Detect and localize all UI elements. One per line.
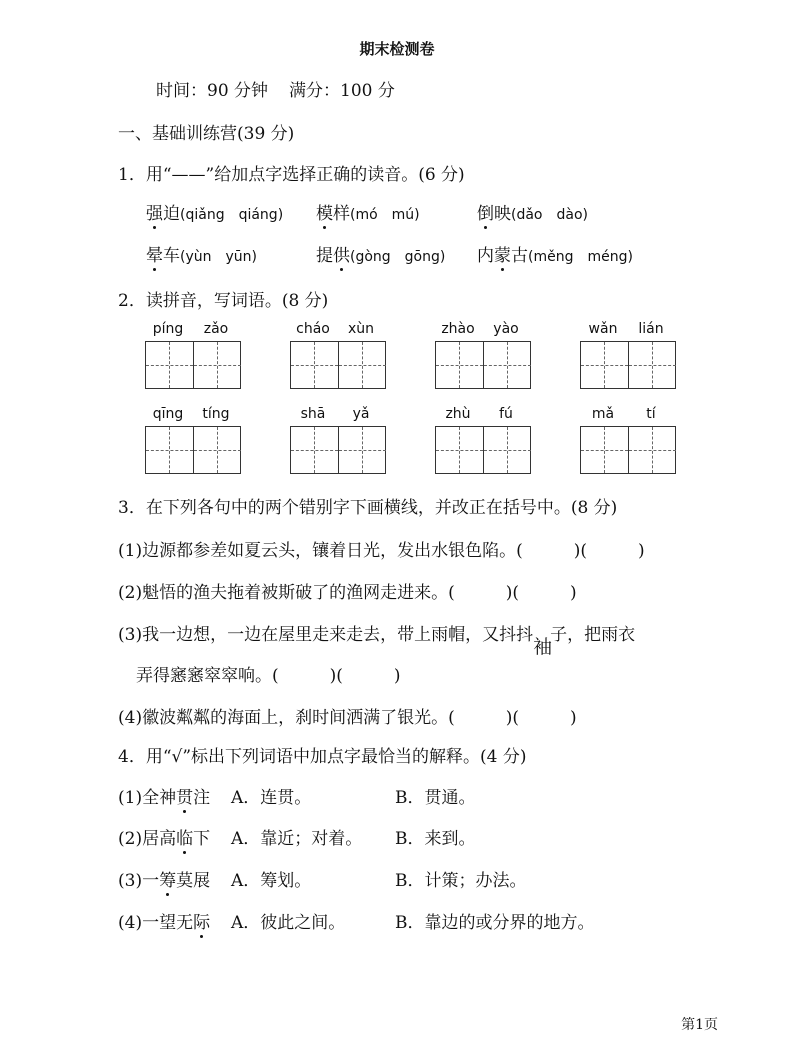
q4-option-b[interactable]: B．计策；办法。	[395, 871, 527, 891]
q1-item: 晕车(yùn yūn)	[146, 241, 257, 266]
q4-word: (4)一望无际	[118, 908, 210, 933]
pinyin-label: yǎ	[352, 406, 370, 422]
exam-time: 时间：90 分钟	[156, 81, 269, 101]
q1-item: 倒映(dǎo dào)	[477, 199, 588, 224]
pinyin-label: mǎ	[591, 406, 615, 422]
q3-sentence-cont: 弄得窸窸窣窣响。( )( )	[136, 666, 401, 686]
writing-grid[interactable]	[580, 426, 676, 474]
pinyin-label: zhù	[445, 406, 471, 422]
pinyin-label: xùn	[347, 321, 375, 337]
pinyin-label: shā	[300, 406, 326, 422]
writing-grid[interactable]	[580, 341, 676, 389]
writing-grid[interactable]	[435, 426, 531, 474]
q3-sentence: (1)边源都参差如夏云头，镶着日光，发出水银色陷。( )( )	[118, 541, 645, 561]
emphasis-dot-char: 强	[146, 199, 163, 224]
pinyin-label: fú	[499, 406, 513, 422]
pinyin-label: cháo	[296, 321, 330, 337]
writing-grid[interactable]	[290, 426, 386, 474]
q4-option-a[interactable]: A．彼此之间。	[231, 913, 346, 933]
section-heading: 一、基础训练营(39 分)	[118, 124, 295, 144]
pinyin-label: píng	[152, 321, 184, 337]
q3-sentence: (3)我一边想，一边在屋里走来走去，带上雨帽，又抖抖 袖 子，把雨衣	[118, 625, 636, 658]
emphasis-dot-char: 筹	[159, 866, 176, 891]
emphasis-dot-char: 贯	[176, 783, 193, 808]
q3-heading: 3．在下列各句中的两个错别字下画横线，并改正在括号中。(8 分)	[118, 498, 618, 518]
q4-option-b[interactable]: B．靠边的或分界的地方。	[395, 913, 595, 933]
q4-option-a[interactable]: A．靠近；对着。	[231, 829, 363, 849]
emphasis-dot-char: 倒	[477, 199, 494, 224]
q1-item: 内蒙古(měng méng)	[477, 241, 633, 266]
q1-item: 模样(mó mú)	[316, 199, 420, 224]
q4-option-a[interactable]: A．连贯。	[231, 788, 312, 808]
handwritten-char: 袖	[533, 636, 553, 658]
writing-grid[interactable]	[290, 341, 386, 389]
q3-sentence: (4)徽波粼粼的海面上，刹时间洒满了银光。( )( )	[118, 708, 577, 728]
q4-option-a[interactable]: A．筹划。	[231, 871, 312, 891]
pinyin-label: zǎo	[203, 321, 229, 337]
q4-word: (3)一筹莫展	[118, 866, 210, 891]
emphasis-dot-char: 际	[193, 908, 210, 933]
emphasis-dot-char: 供	[333, 241, 350, 266]
pinyin-label: zhào	[441, 321, 475, 337]
pinyin-label: tí	[646, 406, 656, 422]
emphasis-dot-char: 模	[316, 199, 333, 224]
writing-grid[interactable]	[435, 341, 531, 389]
page-number: 第1页	[681, 1017, 718, 1033]
pinyin-label: tíng	[202, 406, 230, 422]
q1-item: 强迫(qiǎng qiáng)	[146, 199, 283, 224]
q1-item: 提供(gòng gōng)	[316, 241, 445, 266]
q4-option-b[interactable]: B．来到。	[395, 829, 476, 849]
q4-heading: 4．用“√”标出下列词语中加点字最恰当的解释。(4 分)	[118, 747, 527, 767]
pinyin-label: yào	[493, 321, 519, 337]
emphasis-dot-char: 蒙	[494, 241, 511, 266]
writing-grid[interactable]	[145, 426, 241, 474]
pinyin-label: qīng	[152, 406, 184, 422]
q4-word: (2)居高临下	[118, 824, 210, 849]
q3-sentence: (2)魁悟的渔夫拖着被斯破了的渔网走进来。( )( )	[118, 583, 577, 603]
pinyin-label: wǎn	[588, 321, 618, 337]
q1-heading: 1．用“——”给加点字选择正确的读音。(6 分)	[118, 165, 465, 185]
q4-word: (1)全神贯注	[118, 783, 210, 808]
emphasis-dot-char: 临	[176, 824, 193, 849]
emphasis-dot-char: 晕	[146, 241, 163, 266]
pinyin-label: lián	[638, 321, 664, 337]
exam-score: 满分：100 分	[289, 81, 395, 101]
q2-heading: 2．读拼音，写词语。(8 分)	[118, 291, 329, 311]
page-title: 期末检测卷	[359, 40, 435, 58]
q4-option-b[interactable]: B．贯通。	[395, 788, 476, 808]
writing-grid[interactable]	[145, 341, 241, 389]
